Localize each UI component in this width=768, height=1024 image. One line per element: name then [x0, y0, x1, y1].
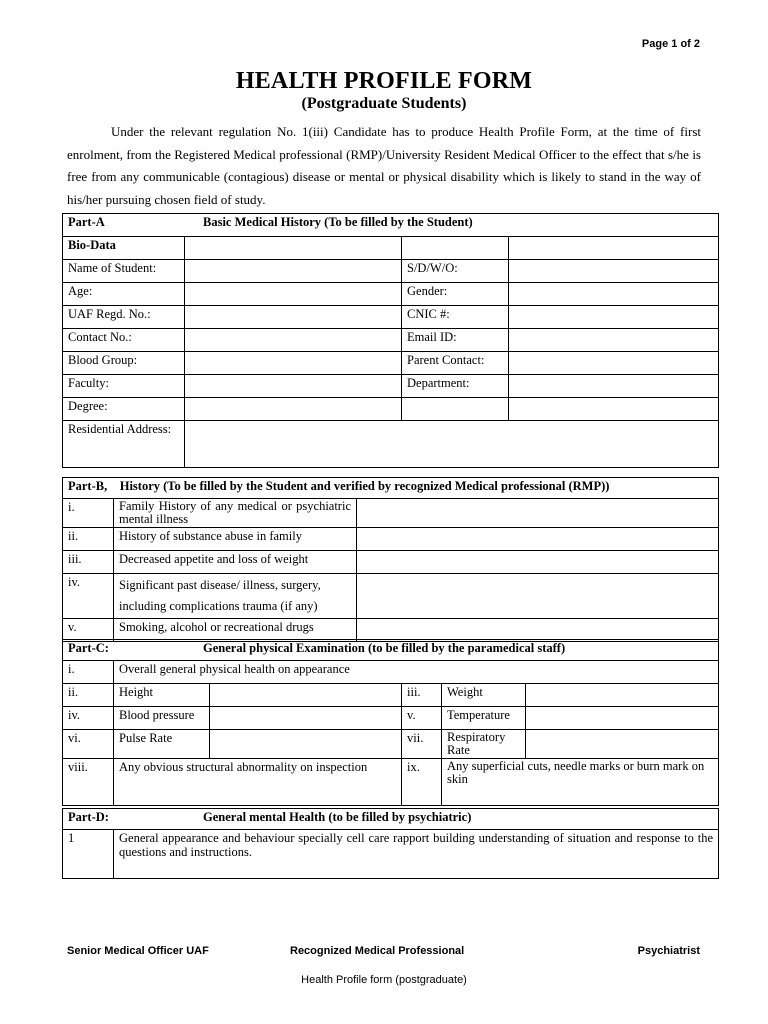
- respiratory-rate-label: Respiratory Rate: [442, 730, 526, 759]
- age-label: Age:: [63, 283, 185, 306]
- family-history-field[interactable]: [357, 499, 719, 528]
- blood-pressure-field[interactable]: [210, 707, 402, 730]
- biodata-field[interactable]: [402, 237, 509, 260]
- blood-pressure-label: Blood pressure: [114, 707, 210, 730]
- signature-psychiatrist: Psychiatrist: [637, 945, 700, 957]
- part-b-num: iii.: [63, 551, 114, 574]
- form-title: HEALTH PROFILE FORM: [235, 68, 533, 94]
- part-b-num: v.: [63, 619, 114, 642]
- mental-health-item: General appearance and behaviour specially cell care rapport building understanding of situation and response to the questions and instructions.: [114, 830, 719, 879]
- blood-group-label: Blood Group:: [63, 352, 185, 375]
- page-footer: Health Profile form (postgraduate): [301, 974, 467, 986]
- part-c-num: v.: [402, 707, 442, 730]
- degree-label: Degree:: [63, 398, 185, 421]
- parent-contact-field[interactable]: [509, 352, 719, 375]
- email-field[interactable]: [509, 329, 719, 352]
- department-label: Department:: [402, 375, 509, 398]
- height-field[interactable]: [210, 684, 402, 707]
- part-a-header: [63, 214, 719, 237]
- gender-label: Gender:: [402, 283, 509, 306]
- appetite-label: Decreased appetite and loss of weight: [114, 551, 357, 574]
- superficial-cuts-label: Any superficial cuts, needle marks or burn mark on skin: [442, 759, 719, 806]
- age-field[interactable]: [185, 283, 402, 306]
- regd-field[interactable]: [185, 306, 402, 329]
- signature-senior-medical-officer: Senior Medical Officer UAF: [67, 945, 209, 957]
- temperature-field[interactable]: [526, 707, 719, 730]
- substance-abuse-label: History of substance abuse in family: [114, 528, 357, 551]
- height-label: Height: [114, 684, 210, 707]
- part-b-num: ii.: [63, 528, 114, 551]
- part-c-num: i.: [63, 661, 114, 684]
- sdwo-field[interactable]: [509, 260, 719, 283]
- part-c-header: [63, 640, 719, 661]
- appetite-field[interactable]: [357, 551, 719, 574]
- part-c-num: vi.: [63, 730, 114, 759]
- part-b-num: iv.: [63, 574, 114, 619]
- part-a-heading: Basic Medical History (To be filled by the Student): [203, 215, 473, 229]
- part-c-num: vii.: [402, 730, 442, 759]
- part-b-table: [62, 477, 719, 642]
- address-label: Residential Address:: [63, 421, 185, 468]
- page-number: Page 1 of 2: [641, 38, 700, 50]
- weight-label: Weight: [442, 684, 526, 707]
- part-b-label: Part-B,: [68, 479, 108, 493]
- parent-contact-label: Parent Contact:: [402, 352, 509, 375]
- part-b-header: [63, 478, 719, 499]
- part-c-label: Part-C:: [68, 641, 109, 655]
- part-c-table: [62, 639, 719, 806]
- respiratory-rate-field[interactable]: [526, 730, 719, 759]
- email-label: Email ID:: [402, 329, 509, 352]
- part-d-heading: General mental Health (to be filled by psychiatric): [203, 810, 472, 824]
- name-label: Name of Student:: [63, 260, 185, 283]
- part-d-label: Part-D:: [68, 810, 109, 824]
- cnic-label: CNIC #:: [402, 306, 509, 329]
- biodata-field[interactable]: [509, 237, 719, 260]
- part-c-num: ii.: [63, 684, 114, 707]
- part-b-heading: History (To be filled by the Student and verified by recognized Medical professional (RMP)): [119, 479, 610, 493]
- part-a-table: [62, 213, 719, 468]
- past-disease-label: Significant past disease/ illness, surgery, including complications trauma (if any): [114, 574, 357, 619]
- part-c-heading: General physical Examination (to be filled by the paramedical staff): [203, 641, 566, 655]
- name-field[interactable]: [185, 260, 402, 283]
- intro-text: Under the relevant regulation No. 1(iii) Candidate has to produce Health Profile Form, at the time of first enrolment, from the Registered Medical professional (RMP)/University Resident Medical Officer to the effect that s/he is free from any communicable (contagious) disease or mental or physical disability which is likely to stand in the way of his/her pursuing chosen field of study.: [67, 124, 701, 207]
- part-d-header: [63, 809, 719, 830]
- sdwo-label: S/D/W/O:: [402, 260, 509, 283]
- smoking-label: Smoking, alcohol or recreational drugs: [114, 619, 357, 642]
- family-history-label: Family History of any medical or psychiatric mental illness: [114, 499, 357, 528]
- blood-group-field[interactable]: [185, 352, 402, 375]
- degree-extra-field[interactable]: [509, 398, 719, 421]
- cnic-field[interactable]: [509, 306, 719, 329]
- temperature-label: Temperature: [442, 707, 526, 730]
- part-c-num: iv.: [63, 707, 114, 730]
- part-a-label: Part-A: [68, 215, 105, 229]
- degree-extra-field[interactable]: [402, 398, 509, 421]
- past-disease-field[interactable]: [357, 574, 719, 619]
- overall-health-label: Overall general physical health on appearance: [114, 661, 719, 684]
- form-subtitle: (Postgraduate Students): [301, 95, 467, 112]
- part-b-num: i.: [63, 499, 114, 528]
- address-field[interactable]: [185, 421, 719, 468]
- part-c-num: ix.: [402, 759, 442, 806]
- structural-abnormality-label: Any obvious structural abnormality on inspection: [114, 759, 402, 806]
- biodata-field[interactable]: [185, 237, 402, 260]
- part-d-num: 1: [63, 830, 114, 879]
- pulse-rate-label: Pulse Rate: [114, 730, 210, 759]
- part-d-table: [62, 808, 719, 879]
- contact-label: Contact No.:: [63, 329, 185, 352]
- part-c-num: iii.: [402, 684, 442, 707]
- contact-field[interactable]: [185, 329, 402, 352]
- substance-abuse-field[interactable]: [357, 528, 719, 551]
- faculty-field[interactable]: [185, 375, 402, 398]
- signature-rmp: Recognized Medical Professional: [290, 945, 465, 957]
- weight-field[interactable]: [526, 684, 719, 707]
- gender-field[interactable]: [509, 283, 719, 306]
- biodata-label: Bio-Data: [63, 237, 185, 260]
- regd-label: UAF Regd. No.:: [63, 306, 185, 329]
- part-c-num: viii.: [63, 759, 114, 806]
- department-field[interactable]: [509, 375, 719, 398]
- intro-paragraph: [67, 121, 701, 211]
- faculty-label: Faculty:: [63, 375, 185, 398]
- pulse-rate-field[interactable]: [210, 730, 402, 759]
- degree-field[interactable]: [185, 398, 402, 421]
